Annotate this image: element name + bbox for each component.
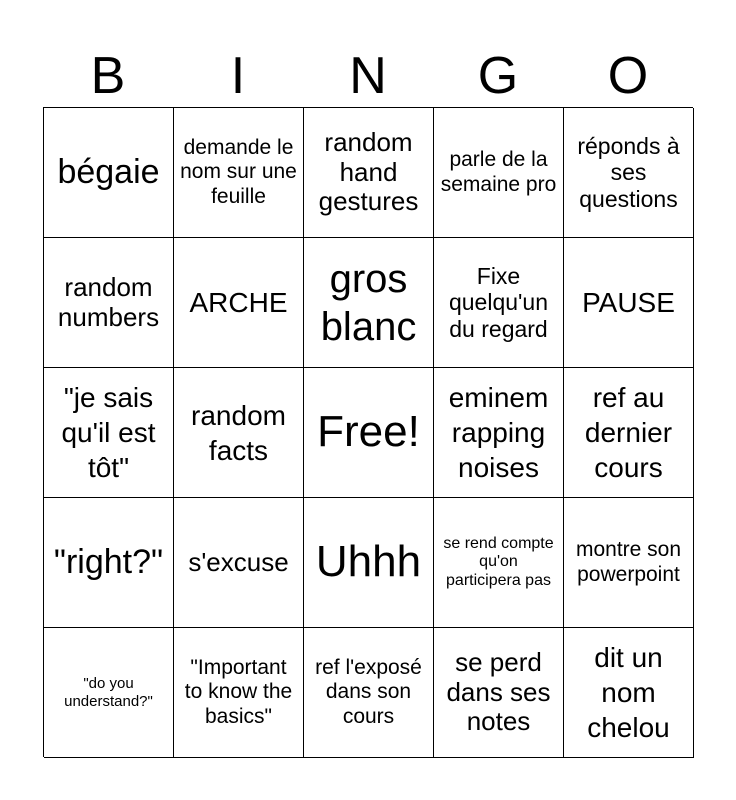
bingo-cell[interactable]: bégaie	[44, 108, 174, 238]
header-letter-g: G	[477, 47, 519, 105]
bingo-cell[interactable]: Uhhh	[304, 498, 434, 628]
bingo-cell[interactable]: random facts	[174, 368, 304, 498]
bingo-cell[interactable]: "Important to know the basics"	[174, 628, 304, 758]
bingo-header	[43, 44, 693, 108]
bingo-cell[interactable]: se rend compte qu'on participera pas	[434, 498, 564, 628]
bingo-cell-free[interactable]: Free!	[304, 368, 434, 498]
header-letter-n: N	[349, 47, 387, 105]
bingo-cell[interactable]: gros blanc	[304, 238, 434, 368]
bingo-cell[interactable]: ref au dernier cours	[564, 368, 694, 498]
bingo-grid	[43, 107, 693, 757]
bingo-cell[interactable]: demande le nom sur une feuille	[174, 108, 304, 238]
bingo-cell[interactable]: "je sais qu'il est tôt"	[44, 368, 174, 498]
bingo-cell[interactable]: dit un nom chelou	[564, 628, 694, 758]
bingo-cell[interactable]: montre son powerpoint	[564, 498, 694, 628]
bingo-cell[interactable]: ref l'exposé dans son cours	[304, 628, 434, 758]
header-letter-o: O	[607, 47, 649, 105]
bingo-cell[interactable]: random numbers	[44, 238, 174, 368]
bingo-cell[interactable]: Fixe quelqu'un du regard	[434, 238, 564, 368]
bingo-cell[interactable]: random hand gestures	[304, 108, 434, 238]
bingo-cell[interactable]: eminem rapping noises	[434, 368, 564, 498]
bingo-cell[interactable]: parle de la semaine pro	[434, 108, 564, 238]
bingo-cell[interactable]: se perd dans ses notes	[434, 628, 564, 758]
bingo-cell[interactable]: réponds à ses questions	[564, 108, 694, 238]
bingo-cell[interactable]: PAUSE	[564, 238, 694, 368]
bingo-cell[interactable]: s'excuse	[174, 498, 304, 628]
bingo-cell[interactable]: ARCHE	[174, 238, 304, 368]
header-letter-i: I	[230, 47, 246, 105]
bingo-cell[interactable]: "do you understand?"	[44, 628, 174, 758]
header-letter-b: B	[90, 47, 126, 105]
bingo-cell[interactable]: "right?"	[44, 498, 174, 628]
